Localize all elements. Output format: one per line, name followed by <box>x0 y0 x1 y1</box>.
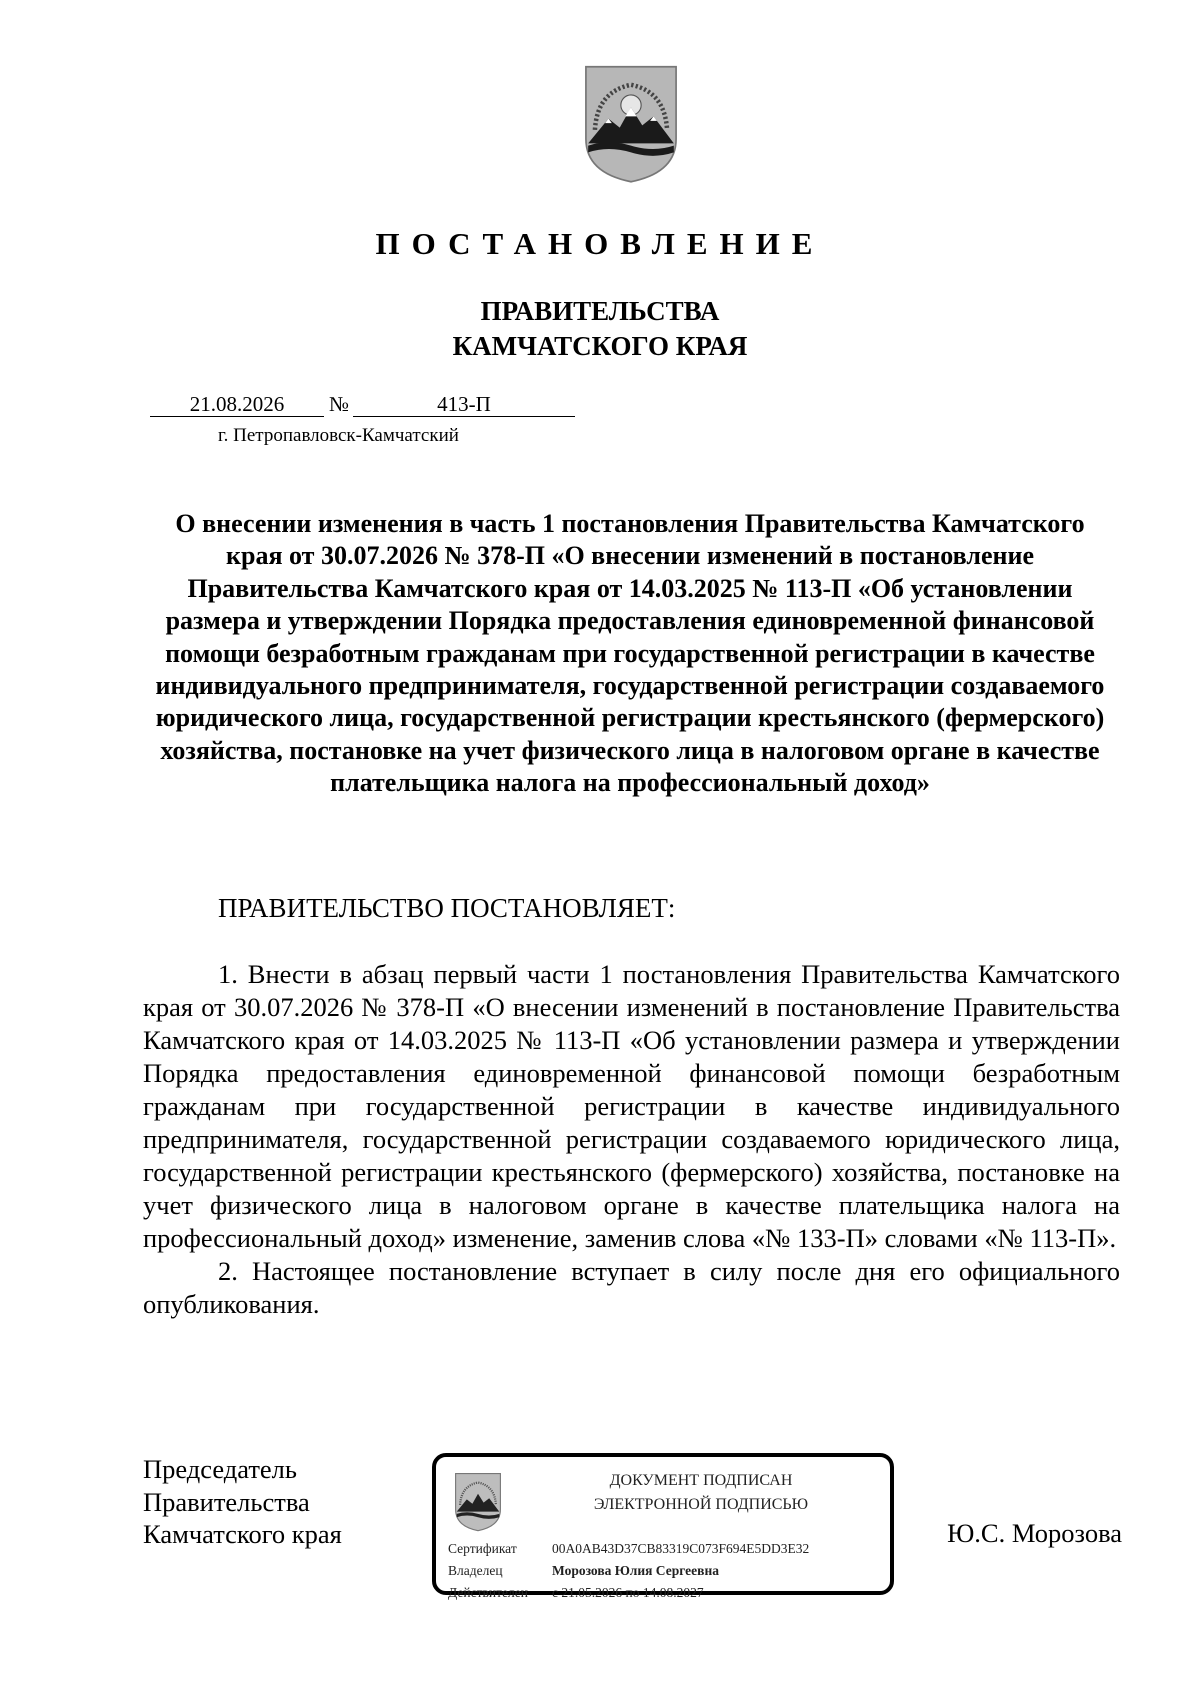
owner-value: Морозова Юлия Сергеевна <box>552 1563 719 1578</box>
document-body <box>143 958 1120 1321</box>
signatory-title-line-3: Камчатского края <box>143 1519 342 1549</box>
authority-line-1: ПРАВИТЕЛЬСТВА <box>480 296 720 326</box>
signatory-title <box>143 1453 342 1551</box>
stamp-heading <box>516 1469 886 1517</box>
document-city: г. Петропавловск-Камчатский <box>218 425 459 446</box>
authority-line-2: КАМЧАТСКОГО КРАЯ <box>452 331 748 361</box>
stamp-heading-line-1: ДОКУМЕНТ ПОДПИСАН <box>609 1472 793 1489</box>
number-sign: № <box>328 392 350 416</box>
document-type: ПОСТАНОВЛЕНИЕ <box>375 226 825 261</box>
paragraph-1: 1. Внести в абзац первый части 1 постановления Правительства Камчатского края от 30.07.2026 № 378-П «О внесении изменений в постановление Правительства Камчатского края от 14.03.2025 № 113-П «Об установлении размера и утверждении Порядка предоставления единовременной финансовой помощи безработным гражданам при государственной регистрации в качестве индивидуального предпринимателя, государственной регистрации создаваемого юридического лица, государственной регистрации крестьянского (фермерского) хозяйства, постановке на учет физического лица в налоговом органе в качестве плательщика налога на профессиональный доход» изменение, заменив слова «№ 133-П» словами «№ 113-П». <box>143 959 1120 1253</box>
electronic-signature-stamp <box>432 1453 894 1600</box>
signatory-title-line-1: Председатель <box>143 1454 297 1484</box>
stamp-certificate-row <box>448 1541 809 1557</box>
document-date: 21.08.2026 <box>150 392 324 417</box>
document-number: 413-П <box>353 392 575 417</box>
paragraph-2: 2. Настоящее постановление вступает в силу после дня его официального опубликования. <box>143 1256 1120 1319</box>
signatory-title-line-2: Правительства <box>143 1486 310 1517</box>
issuing-authority <box>0 294 1200 364</box>
stamp-validity-row <box>448 1585 704 1601</box>
owner-label: Владелец <box>448 1563 503 1578</box>
stamp-coat-of-arms-icon <box>450 1469 506 1533</box>
signatory-name: Ю.С. Морозова <box>947 1518 1122 1548</box>
certificate-value: 00A0AB43D37CB83319C073F694E5DD3E32 <box>552 1541 810 1556</box>
stamp-heading-line-2: ЭЛЕКТРОННОЙ ПОДПИСЬЮ <box>593 1496 809 1513</box>
validity-label: Действителен <box>448 1585 528 1600</box>
kamchatka-coat-of-arms-icon <box>573 60 689 184</box>
stamp-owner-row <box>448 1563 719 1579</box>
validity-value: с 21.05.2026 по 14.08.2027 <box>552 1585 704 1600</box>
certificate-label: Сертификат <box>448 1541 517 1556</box>
document-title: О внесении изменения в часть 1 постановления Правительства Камчатского края от 30.07.2026 № 378-П «О внесении изменений в постановление Правительства Камчатского края от 14.03.2025 № 113-П «Об установлении размера и утверждении Порядка предоставления единовременной финансовой помощи безработным гражданам при государственной регистрации в качестве индивидуального предпринимателя, государственной регистрации создаваемого юридического лица, государственной регистрации крестьянского (фермерского) хозяйства, постановке на учет физического лица в налоговом органе в качестве плательщика налога на профессиональный доход» <box>155 509 1105 798</box>
resolves-heading: ПРАВИТЕЛЬСТВО ПОСТАНОВЛЯЕТ: <box>218 893 676 923</box>
